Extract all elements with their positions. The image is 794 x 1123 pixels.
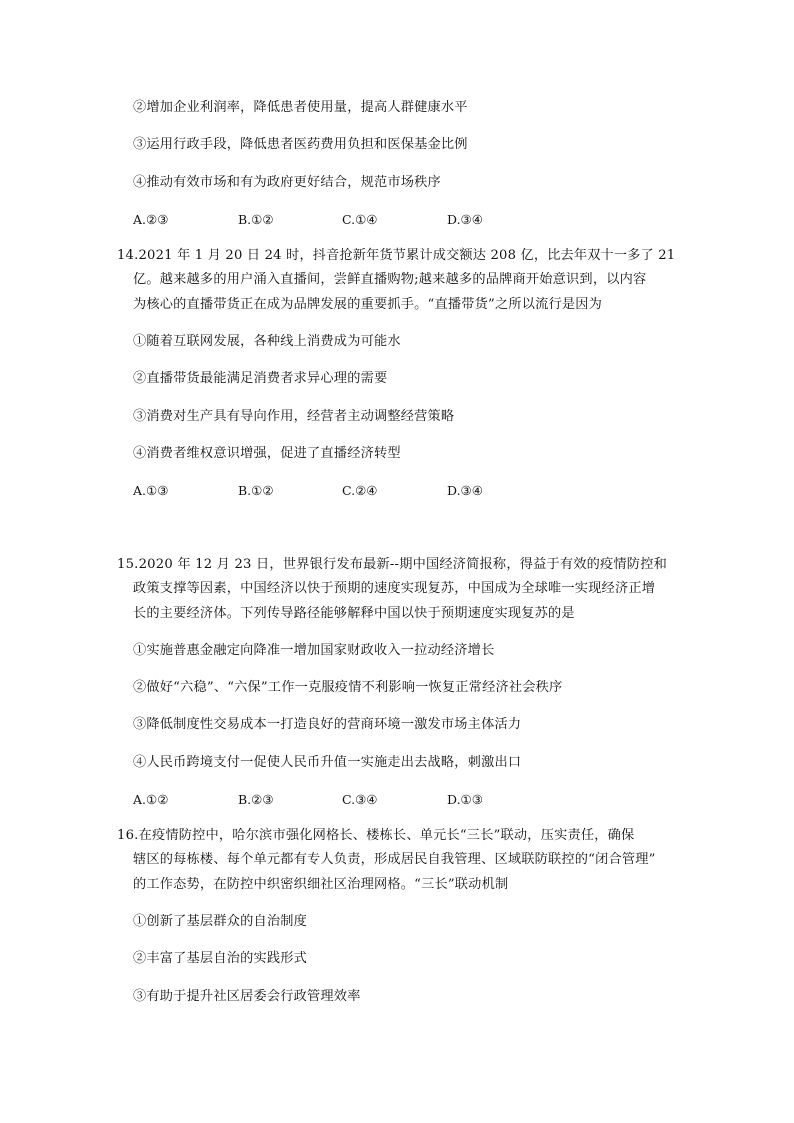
q16-item-3: ③有助于提升社区居委会行政管理效率 [133,989,361,1004]
q13-option-d[interactable]: D.③④ [447,212,483,227]
q15-item-4: ④人民币跨境支付一促使人民币升值一实施走出去战略，刺激出口 [133,755,522,770]
q13-option-b[interactable]: B.①② [238,212,274,227]
q16-stem-line-2: 辖区的每栋楼、每个单元都有专人负责，形成居民自我管理、区域联防联控的“闭合管理” [133,852,656,867]
q14-option-d[interactable]: D.③④ [447,483,483,498]
q15-option-d[interactable]: D.①③ [447,792,483,807]
q16-item-1: ①创新了基层群众的自治制度 [133,914,308,929]
q13-item-4: ④推动有效市场和有为政府更好结合，规范市场秩序 [133,175,441,190]
q15-item-3: ③降低制度性交易成本一打造良好的营商环境一激发市场主体活力 [133,717,522,732]
q14-stem-line-3: 为核心的直播带货正在成为品牌发展的重要抓手。“直播带货”之所以流行是因为 [133,297,603,312]
q13-item-3: ③运用行政手段，降低患者医药费用负担和医保基金比例 [133,137,468,152]
q14-item-3: ③消费对生产具有导向作用，经营者主动调整经营策略 [133,409,455,424]
q13-option-c[interactable]: C.①④ [342,212,378,227]
q15-stem-line-1: 15.2020 年 12 月 23 日，世界银行发布最新--期中国经济简报称，得益于有效的疫情防控和 [117,557,667,572]
q15-stem-line-2: 政策支撑等因素，中国经济以快于预期的速度实现复苏，中国成为全球唯一实现经济正增 [133,581,656,596]
q13-item-2: ②增加企业利润率，降低患者使用量，提高人群健康水平 [133,100,468,115]
q14-stem-line-1: 14.2021 年 1 月 20 日 24 时，抖音抢新年货节累计成交额达 208 亿，比去年双十一多了 21 [117,248,676,263]
q14-item-4: ④消费者维权意识增强，促进了直播经济转型 [133,446,401,461]
q14-option-a[interactable]: A.①③ [133,483,169,498]
q15-option-c[interactable]: C.③④ [342,792,378,807]
q15-option-a[interactable]: A.①② [133,792,169,807]
q13-option-a[interactable]: A.②③ [133,212,169,227]
q16-item-2: ②丰富了基层自治的实践形式 [133,951,308,966]
q16-stem-line-3: 的工作态势，在防控中织密织细社区治理网格。“三长”联动机制 [133,877,509,892]
q14-option-c[interactable]: C.②④ [342,483,378,498]
q15-option-b[interactable]: B.②③ [238,792,274,807]
q16-stem-line-1: 16.在疫情防控中，哈尔滨市强化网格长、楼栋长、单元长“三长”联动，压实责任，确保 [117,828,635,843]
q14-item-1: ①随着互联网发展，各种线上消费成为可能水 [133,334,401,349]
q14-item-2: ②直播带货最能满足消费者求异心理的需要 [133,371,388,386]
q15-item-1: ①实施普惠金融定向降准一增加国家财政收入一拉动经济增长 [133,643,495,658]
q15-item-2: ②做好“六稳”、“六保”工作一克服疫情不利影响一恢复正常经济社会秩序 [133,680,563,695]
q14-stem-line-2: 亿。越来越多的用户涌入直播间，尝鲜直播购物;越来越多的品牌商开始意识到，以内容 [133,272,647,287]
q15-stem-line-3: 长的主要经济体。下列传导路径能够解释中国以快于预期速度实现复苏的是 [133,606,575,621]
q14-option-b[interactable]: B.①② [238,483,274,498]
